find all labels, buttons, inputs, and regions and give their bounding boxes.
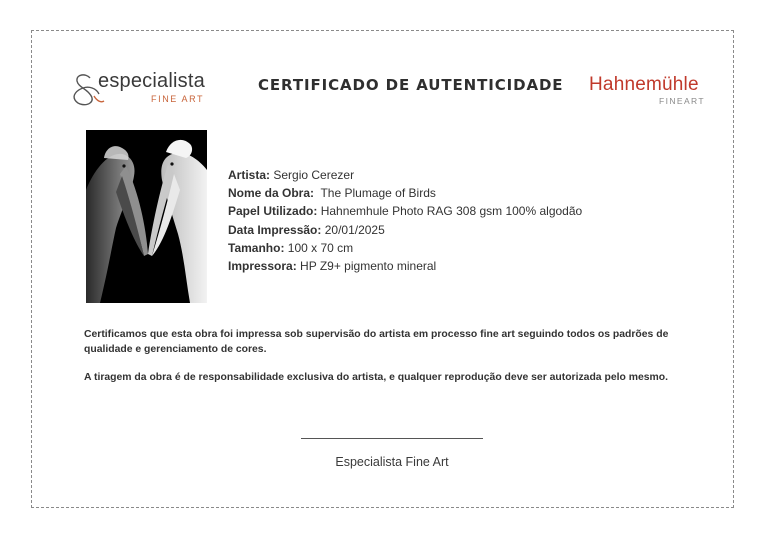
hahnemuhle-logo-name: Hahnemühle xyxy=(589,74,699,95)
signature-line xyxy=(301,438,483,439)
detail-row-artista xyxy=(228,166,582,184)
pelicans-artwork-image xyxy=(86,130,207,303)
detail-row-impressora xyxy=(228,257,582,275)
detail-value: 20/01/2025 xyxy=(324,222,385,237)
certificate-title: CERTIFICADO DE AUTENTICIDADE xyxy=(258,76,564,94)
pelicans-artwork-icon xyxy=(86,130,207,303)
reproduction-paragraph: A tiragem da obra é de responsabilidade exclusiva do artista, e qualquer reprodução deve ser autorizada pelo mesmo. xyxy=(84,372,668,383)
detail-row-nome-da-obra xyxy=(228,184,582,202)
detail-label: Papel Utilizado: xyxy=(228,204,318,219)
detail-value: Hahnemhule Photo RAG 308 gsm 100% algodão xyxy=(320,204,583,219)
detail-value: HP Z9+ pigmento mineral xyxy=(300,259,437,274)
detail-row-tamanho xyxy=(228,239,582,257)
detail-row-papel-utilizado xyxy=(228,202,582,220)
detail-value: Sergio Cerezer xyxy=(273,168,355,182)
hahnemuhle-logo xyxy=(589,74,709,108)
artwork-details xyxy=(228,166,582,275)
certification-paragraph: Certificamos que esta obra foi impressa sob supervisão do artista em processo fine art seguindo todos os padrões de qualidade e gerenciamento de cores. xyxy=(84,329,669,355)
especialista-logo-name: especialista xyxy=(98,70,205,92)
detail-row-data-impressao xyxy=(228,221,582,239)
detail-label: Data Impressão: xyxy=(228,222,322,237)
signature-name: Especialista Fine Art xyxy=(335,455,449,469)
detail-label: Nome da Obra: xyxy=(228,186,315,201)
hahnemuhle-logo-sub: FINEART xyxy=(658,96,705,106)
detail-label: Tamanho: xyxy=(228,240,285,255)
especialista-logo xyxy=(68,70,208,110)
detail-label: Artista: xyxy=(228,168,271,182)
detail-value: 100 x 70 cm xyxy=(287,240,354,255)
detail-value: The Plumage of Birds xyxy=(317,186,436,201)
especialista-logo-sub: FINE ART xyxy=(151,94,205,104)
detail-label: Impressora: xyxy=(228,259,297,274)
